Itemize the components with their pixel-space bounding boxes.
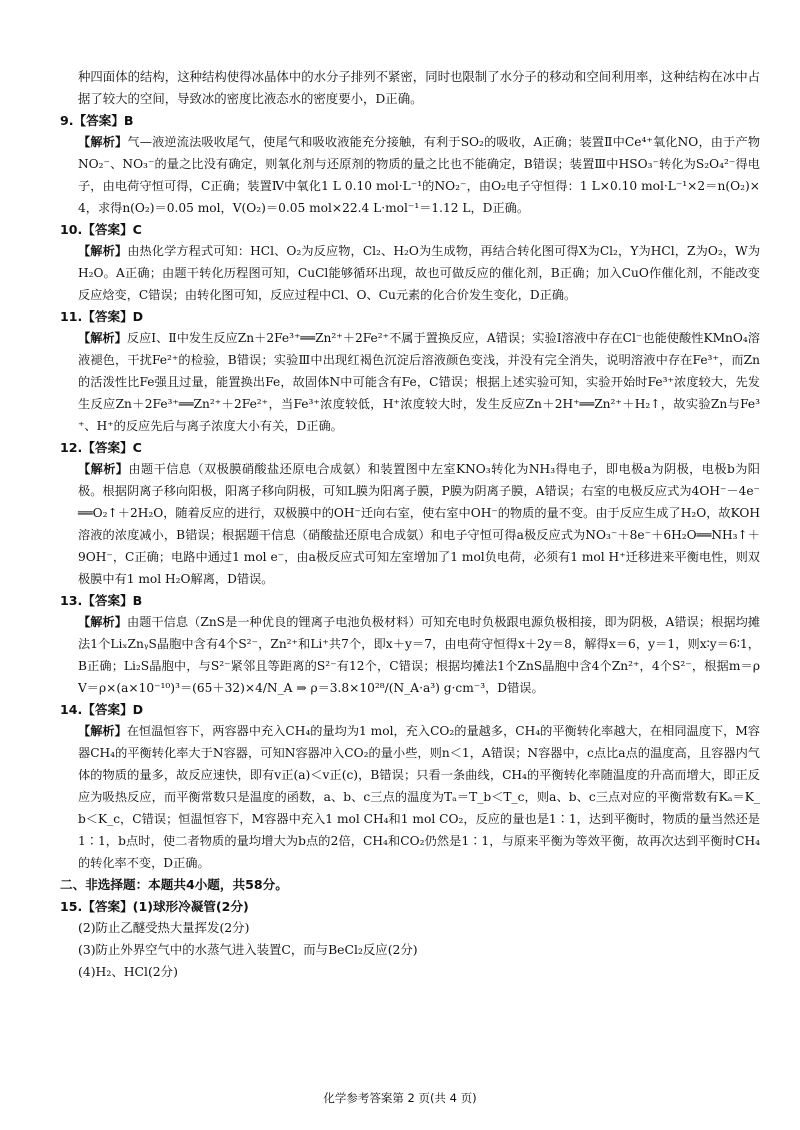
answer-label: 12.【答案】C — [60, 440, 142, 455]
explanation-text: 由题干信息（双极膜硝酸盐还原电合成氨）和装置图中左室KNO₃转化为NH₃得电子，即电极a为阴极，电极b为阳极。根据阴离子移向阳极，阳离子移向阴极，可知L膜为阳离子膜，P膜为阴离子膜，A错误；右室的电极反应式为4OH⁻－4e⁻══O₂↑＋2H₂O，随着反应的进行，双极膜中的OH⁻迁向右室，使右室中OH⁻的物质的量不变。由于反应生成了H₂O，故KOH溶液的浓度减小，B错误；根据题干信息（硝酸盐还原电合成氨）和电子守恒可得a极反应式为NO₃⁻＋8e⁻＋6H₂O══NH₃↑＋9OH⁻，C正确；电路中通过1 mol e⁻，由a极反应式可知左室增加了1 mol负电荷，必须有1 mol H⁺迁移进来平衡电性，则双极膜中有1 mol H₂O解离，D错误。 — [78, 462, 760, 586]
explanation — [78, 611, 760, 699]
explanation — [78, 720, 760, 874]
question-9 — [60, 110, 761, 219]
explanation-tag: 【解析】 — [78, 331, 127, 345]
explanation-text: 反应Ⅰ、Ⅱ中发生反应Zn＋2Fe³⁺══Zn²⁺＋2Fe²⁺不属于置换反应，A错误；实验Ⅰ溶液中存在Cl⁻也能使酸性KMnO₄溶液褪色，干扰Fe²⁺的检验，B错误；实验Ⅲ中出现红褐色沉淀后溶液颜色变浅，并没有完全消失，说明溶液中存在Fe³⁺，而Zn的活泼性比Fe强且过量，能置换出Fe，故固体N中可能含有Fe，C错误；根据上述实验可知，实验开始时Fe³⁺浓度较大，先发生反应Zn＋2Fe³⁺══Zn²⁺＋2Fe²⁺，当Fe³⁺浓度较低，H⁺浓度较大时，发生反应Zn＋2H⁺══Zn²⁺＋H₂↑，故实验Zn与Fe³⁺、H⁺的反应先后与离子浓度大小有关，D正确。 — [78, 331, 760, 433]
question-15 — [60, 896, 760, 983]
answer-label: 9.【答案】B — [60, 113, 134, 128]
answer-label: 15.【答案】(1)球形冷凝管(2分) — [60, 899, 249, 914]
explanation-tag: 【解析】 — [78, 135, 128, 149]
explanation-tag: 【解析】 — [78, 724, 127, 738]
explanation — [78, 327, 760, 437]
sub-answer: (2)防止乙醚受热大量挥发(2分) — [78, 920, 250, 935]
question-12 — [60, 437, 760, 590]
explanation — [78, 458, 760, 590]
answer-label: 10.【答案】C — [60, 222, 142, 237]
question-13 — [60, 590, 761, 699]
explanation — [78, 240, 760, 306]
explanation-tag: 【解析】 — [78, 462, 129, 476]
sub-answer: (3)防止外界空气中的水蒸气进入装置C，而与BeCl₂反应(2分) — [78, 942, 418, 957]
intro-paragraph: 种四面体的结构，这种结构使得冰晶体中的水分子排列不紧密，同时也限制了水分子的移动和空间利用率，这种结构在冰中占据了较大的空间，导致冰的密度比液态水的密度要小，D正确。 — [78, 69, 760, 106]
answer-label: 13.【答案】B — [60, 593, 143, 608]
answer-label: 14.【答案】D — [60, 702, 144, 717]
question-11 — [60, 306, 760, 437]
explanation-text: 由热化学方程式可知：HCl、O₂为反应物，Cl₂、H₂O为生成物，再结合转化图可得X为Cl₂，Y为HCl，Z为O₂，W为H₂O。A正确；由题干转化历程图可知，CuCl能够循环出现，故也可做反应的催化剂，B正确；加入CuO作催化剂，不能改变反应焓变，C错误；由转化图可知，反应过程中Cl、O、Cu元素的化合价发生变化，D正确。 — [78, 244, 761, 302]
explanation-text: 在恒温恒容下，两容器中充入CH₄的量均为1 mol，充入CO₂的量越多，CH₄的平衡转化率越大，在相同温度下，M容器CH₄的平衡转化率大于N容器，可知N容器冲入CO₂的量小些，则n＜1，A错误；N容器中，c点比a点的温度高，且容器内气体的物质的量多，故反应速快，即有v正(a)＜v正(c)，B错误；只看一条曲线，CH₄的平衡转化率随温度的升高而增大，即正反应为吸热反应，而平衡常数只是温度的函数，a、b、c三点的温度为Tₐ＝T_b＜T_c，则a、b、c三点对应的平衡常数有Kₐ＝K_b＜K_c，C错误；恒温恒容下，M容器中充入1 mol CH₄和1 mol CO₂，反应的量也是1∶1，达到平衡时，物质的量当然还是1∶1，b点时，使二者物质的量均增大为b点的2倍，CH₄和CO₂仍然是1∶1，与原来平衡为等效平衡，故再次达到平衡时CH₄的转化率不变，D正确。 — [78, 724, 760, 870]
explanation-text: 气—液逆流法吸收尾气，使尾气和吸收液能充分接触，有利于SO₂的吸收，A正确；装置Ⅱ中Ce⁴⁺氧化NO，由于产物NO₂⁻、NO₃⁻的量之比没有确定，则氧化剂与还原剂的物质的量之比也不能确定，B错误；装置Ⅲ中HSO₃⁻转化为S₂O₄²⁻得电子，由电荷守恒可得，C正确；装置Ⅳ中氧化1 L 0.10 mol·L⁻¹的NO₂⁻，由O₂电子守恒得：1 L×0.10 mol·L⁻¹×2＝n(O₂)×4，求得n(O₂)＝0.05 mol，V(O₂)＝0.05 mol×22.4 L·mol⁻¹＝1.12 L，D正确。 — [78, 135, 761, 215]
page-footer: 化学参考答案第 2 页(共 4 页) — [323, 1091, 477, 1105]
question-14 — [60, 699, 760, 874]
explanation-text: 由题干信息（ZnS是一种优良的锂离子电池负极材料）可知充电时负极跟电源负极相接，即为阴极，A错误；根据均摊法1个LiₓZnᵧS晶胞中含有4个S²⁻，Zn²⁺和Li⁺共7个，即x＋y＝7，由电荷守恒得x＋2y＝8，解得x＝6，y＝1，则x∶y＝6∶1，B正确；Li₂S晶胞中，与S²⁻紧邻且等距离的S²⁻有12个，C错误；根据均摊法1个ZnS晶胞中含4个Zn²⁺，4个S²⁻，根据m＝ρV＝ρ×(a×10⁻¹⁰)³＝(65＋32)×4/N_A ⇒ ρ＝3.8×10²⁸/(N_A·a³) g·cm⁻³，D错误。 — [78, 615, 761, 695]
question-10 — [60, 219, 761, 306]
explanation-tag: 【解析】 — [78, 244, 128, 258]
explanation — [78, 131, 760, 219]
sub-answer: (4)H₂、HCl(2分) — [78, 964, 178, 979]
explanation-tag: 【解析】 — [78, 615, 127, 629]
answer-label: 11.【答案】D — [60, 309, 144, 324]
section-heading: 二、非选择题：本题共4小题，共58分。 — [60, 877, 288, 892]
